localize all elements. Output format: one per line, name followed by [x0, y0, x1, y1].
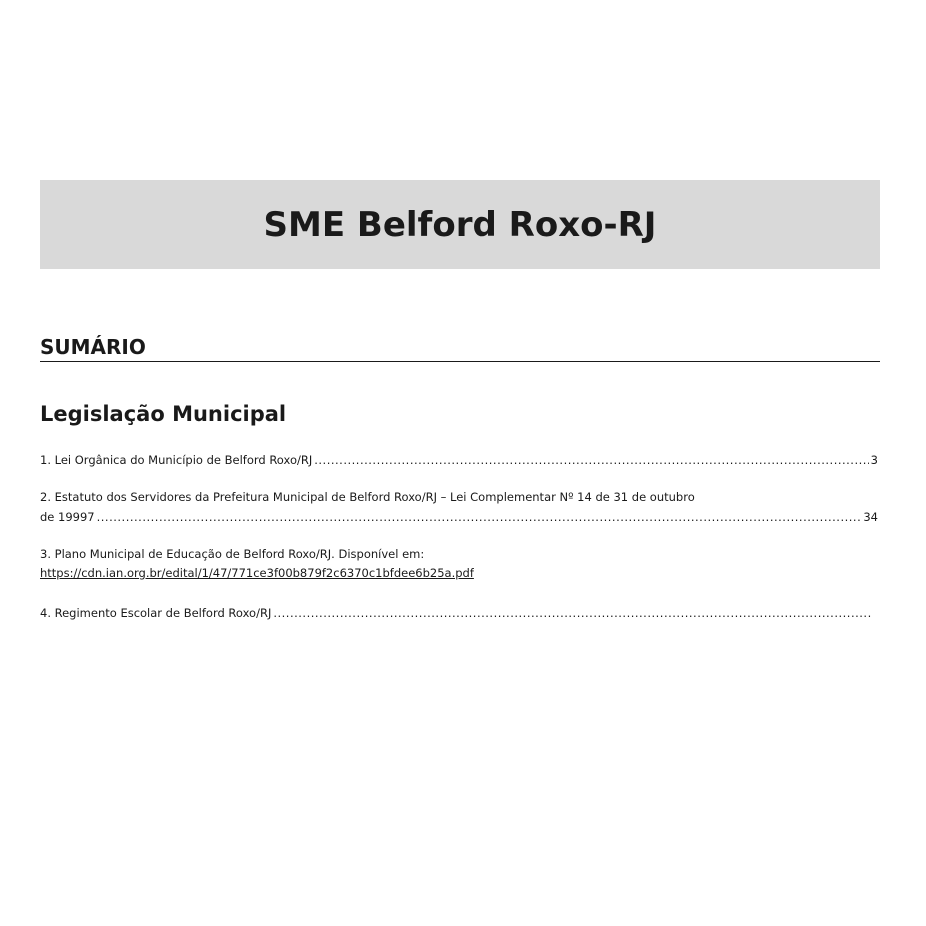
toc-entry-3-text: 3. Plano Municipal de Educação de Belford Roxo/RJ. Disponível em:: [40, 547, 425, 561]
summary-heading: SUMÁRIO: [40, 334, 880, 362]
section-heading: Legislação Municipal: [40, 402, 287, 426]
document-title: SME Belford Roxo-RJ: [263, 204, 657, 245]
toc-entry-1[interactable]: [40, 452, 878, 468]
toc-entry-2-page: 34: [863, 510, 878, 524]
toc-leader: [97, 509, 862, 525]
toc-entry-3-link[interactable]: https://cdn.ian.org.br/edital/1/47/771ce3f00b879f2c6370c1bfdee6b25a.pdf: [40, 566, 474, 580]
toc-entry-1-page: 3: [870, 453, 878, 467]
title-banner: [40, 180, 880, 269]
toc-leader: [273, 605, 872, 621]
toc-entry-1-text: 1. Lei Orgânica do Município de Belford Roxo/RJ: [40, 453, 313, 467]
toc-entry-2[interactable]: [40, 509, 878, 525]
toc-leader: [314, 452, 868, 468]
toc-entry-4[interactable]: [40, 605, 874, 621]
toc-entry-2-text: de 19997: [40, 510, 95, 524]
toc-entry-4-text: 4. Regimento Escolar de Belford Roxo/RJ: [40, 606, 272, 620]
toc-entry-2-line1: 2. Estatuto dos Servidores da Prefeitura Municipal de Belford Roxo/RJ – Lei Complementar Nº 14 de 31 de outubro: [40, 490, 695, 504]
